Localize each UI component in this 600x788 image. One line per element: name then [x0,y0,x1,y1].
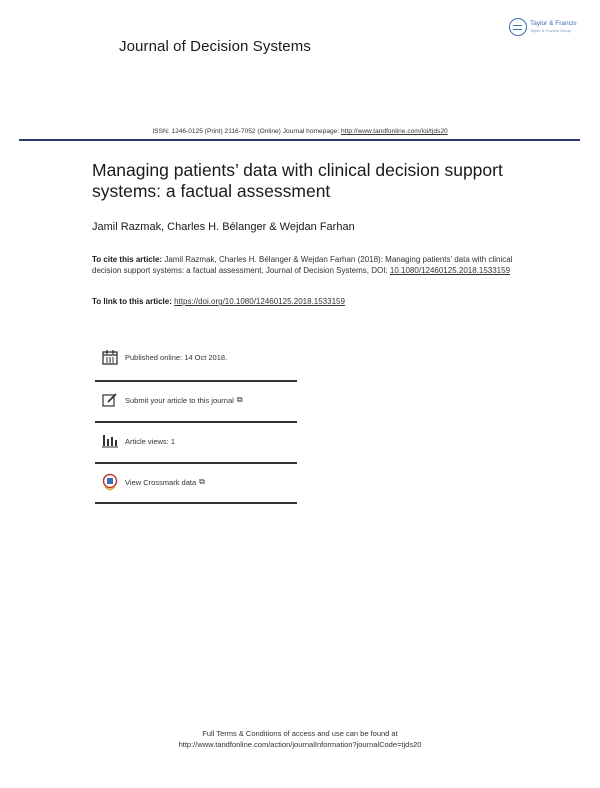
publisher-group-name: Taylor & Francis Group [530,28,571,33]
article-title: Managing patients’ data with clinical decision support systems: a factual assessment [92,160,503,201]
header-rule [19,139,580,141]
citation-block [92,254,522,276]
link-label: To link to this article: [92,297,175,306]
crossmark-link[interactable]: View Crossmark data [125,477,197,487]
article-doi-link[interactable]: https://doi.org/10.1080/12460125.2018.1533159 [174,297,345,306]
footer [0,728,600,750]
submit-row[interactable] [95,380,297,420]
article-authors: Jamil Razmak, Charles H. Bélanger & Wejdan Farhan [92,221,355,233]
bar-chart-icon [100,432,120,450]
link-line [92,297,345,306]
journal-homepage-link[interactable]: http://www.tandfonline.com/loi/tjds20 [341,128,448,135]
submit-article-link[interactable]: Submit your article to this journal [125,395,234,405]
taylor-francis-logo-icon [509,18,527,36]
article-views: Article views: 1 [125,436,176,446]
external-link-icon: ⧉ [236,395,243,404]
journal-title: Journal of Decision Systems [119,38,311,55]
calendar-icon [100,348,120,366]
cite-label: To cite this article: [92,255,163,264]
published-row [95,337,297,377]
crossmark-icon [100,473,120,491]
pencil-edit-icon [100,391,120,409]
meta-divider [95,502,297,504]
cite-text: Jamil Razmak, Charles H. Bélanger & Wejdan Farhan (2018): Managing patients’ data with clinical decision support systems: a factual assessment, Journal of Decision Systems, DOI: [92,255,513,275]
cite-doi-link[interactable]: 10.1080/12460125.2018.1533159 [389,266,511,275]
footer-terms-link[interactable]: http://www.tandfonline.com/action/journalInformation?journalCode=tjds20 [178,740,422,749]
issn-line [0,128,600,135]
footer-terms-text: Full Terms & Conditions of access and use can be found at [202,729,398,738]
crossmark-row[interactable] [95,462,297,502]
external-link-icon: ⧉ [199,477,205,486]
views-row [95,421,297,461]
published-date: Published online: 14 Oct 2018. [125,352,228,362]
issn-text: ISSN: 1246-0125 (Print) 2116-7052 (Online) Journal homepage: [152,128,341,135]
publisher-name: Taylor & Francis [530,20,577,27]
publisher-logo[interactable] [509,16,585,38]
publisher-logo-text [530,20,577,34]
